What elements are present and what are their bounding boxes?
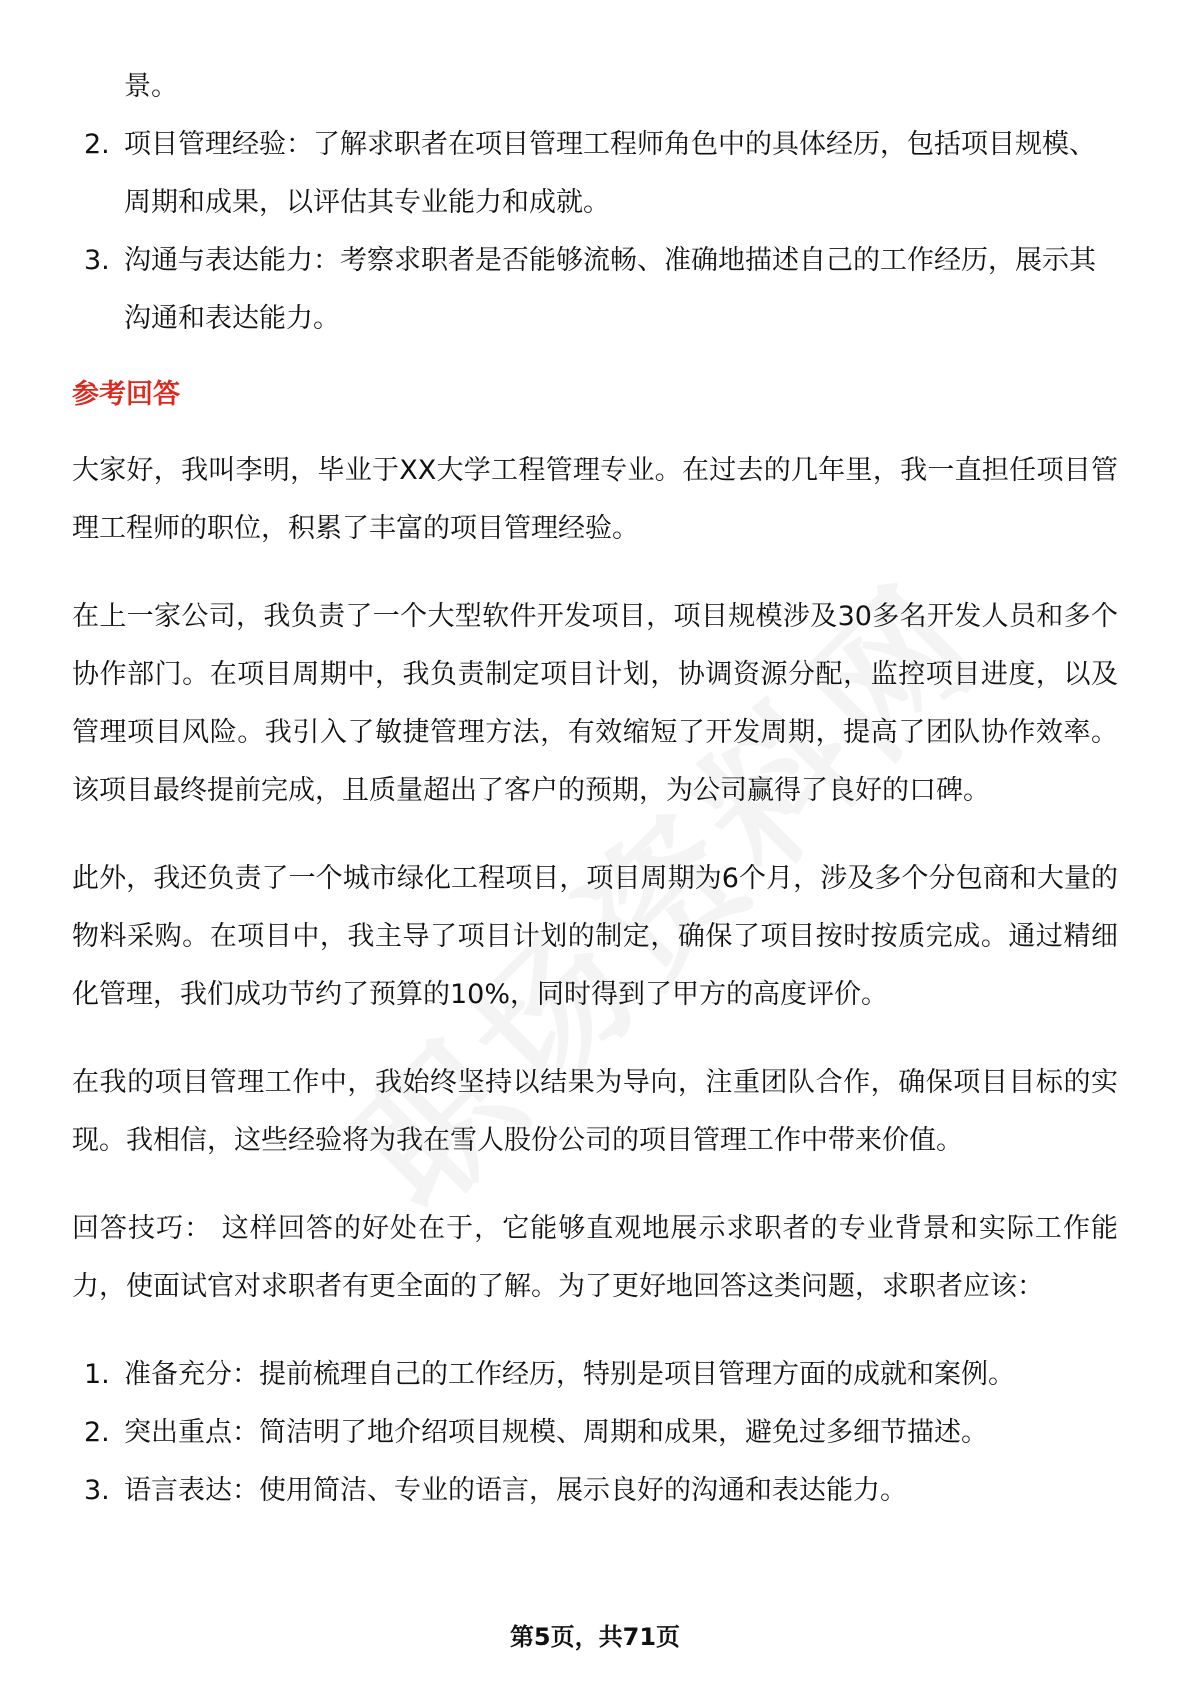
list-number: 2. <box>84 129 110 160</box>
list-number: 3. <box>84 245 110 276</box>
list-item-text: 突出重点：简洁明了地介绍项目规模、周期和成果，避免过多细节描述。 <box>124 1417 988 1448</box>
list-item-text: 准备充分：提前梳理自己的工作经历，特别是项目管理方面的成就和案例。 <box>124 1359 1015 1390</box>
paragraph-intro: 大家好，我叫李明，毕业于XX大学工程管理专业。在过去的几年里，我一直担任项目管理工程师的职位，积累了丰富的项目管理经验。 <box>72 455 1118 544</box>
criteria-list <box>72 116 1118 348</box>
list-item-text: 项目管理经验：了解求职者在项目管理工程师角色中的具体经历，包括项目规模、周期和成果，以评估其专业能力和成就。 <box>124 129 1096 218</box>
section-title: 参考回答 <box>72 379 180 410</box>
list-item-text: 语言表达：使用简洁、专业的语言，展示良好的沟通和表达能力。 <box>124 1475 907 1506</box>
list-number: 3. <box>84 1475 110 1506</box>
list-item <box>72 1462 1118 1520</box>
list-item-text: 沟通与表达能力：考察求职者是否能够流畅、准确地描述自己的工作经历，展示其沟通和表达能力。 <box>124 245 1096 334</box>
list-item <box>72 1346 1118 1404</box>
list-item <box>72 232 1118 348</box>
paragraph-conclusion: 在我的项目管理工作中，我始终坚持以结果为导向，注重团队合作，确保项目目标的实现。我相信，这些经验将为我在雪人股份公司的项目管理工作中带来价值。 <box>72 1067 1118 1156</box>
tips-list <box>72 1346 1118 1520</box>
list-item-continuation: 景。 <box>124 71 178 102</box>
list-number: 1. <box>84 1359 110 1390</box>
paragraph-greening-project: 此外，我还负责了一个城市绿化工程项目，项目周期为6个月，涉及多个分包商和大量的物料采购。在项目中，我主导了项目计划的制定，确保了项目按时按质完成。通过精细化管理，我们成功节约了预算的10%，同时得到了甲方的高度评价。 <box>72 863 1118 1010</box>
paragraph-answer-tips: 回答技巧： 这样回答的好处在于，它能够直观地展示求职者的专业背景和实际工作能力，使面试官对求职者有更全面的了解。为了更好地回答这类问题，求职者应该： <box>72 1213 1118 1302</box>
page-content <box>72 58 1118 1520</box>
list-item <box>72 116 1118 232</box>
list-item <box>72 1404 1118 1462</box>
paragraph-software-project: 在上一家公司，我负责了一个大型软件开发项目，项目规模涉及30多名开发人员和多个协作部门。在项目周期中，我负责制定项目计划，协调资源分配，监控项目进度，以及管理项目风险。我引入了敏捷管理方法，有效缩短了开发周期，提高了团队协作效率。该项目最终提前完成，且质量超出了客户的预期，为公司赢得了良好的口碑。 <box>72 601 1118 806</box>
list-number: 2. <box>84 1417 110 1448</box>
page-footer: 第5页，共71页 <box>509 1623 681 1651</box>
